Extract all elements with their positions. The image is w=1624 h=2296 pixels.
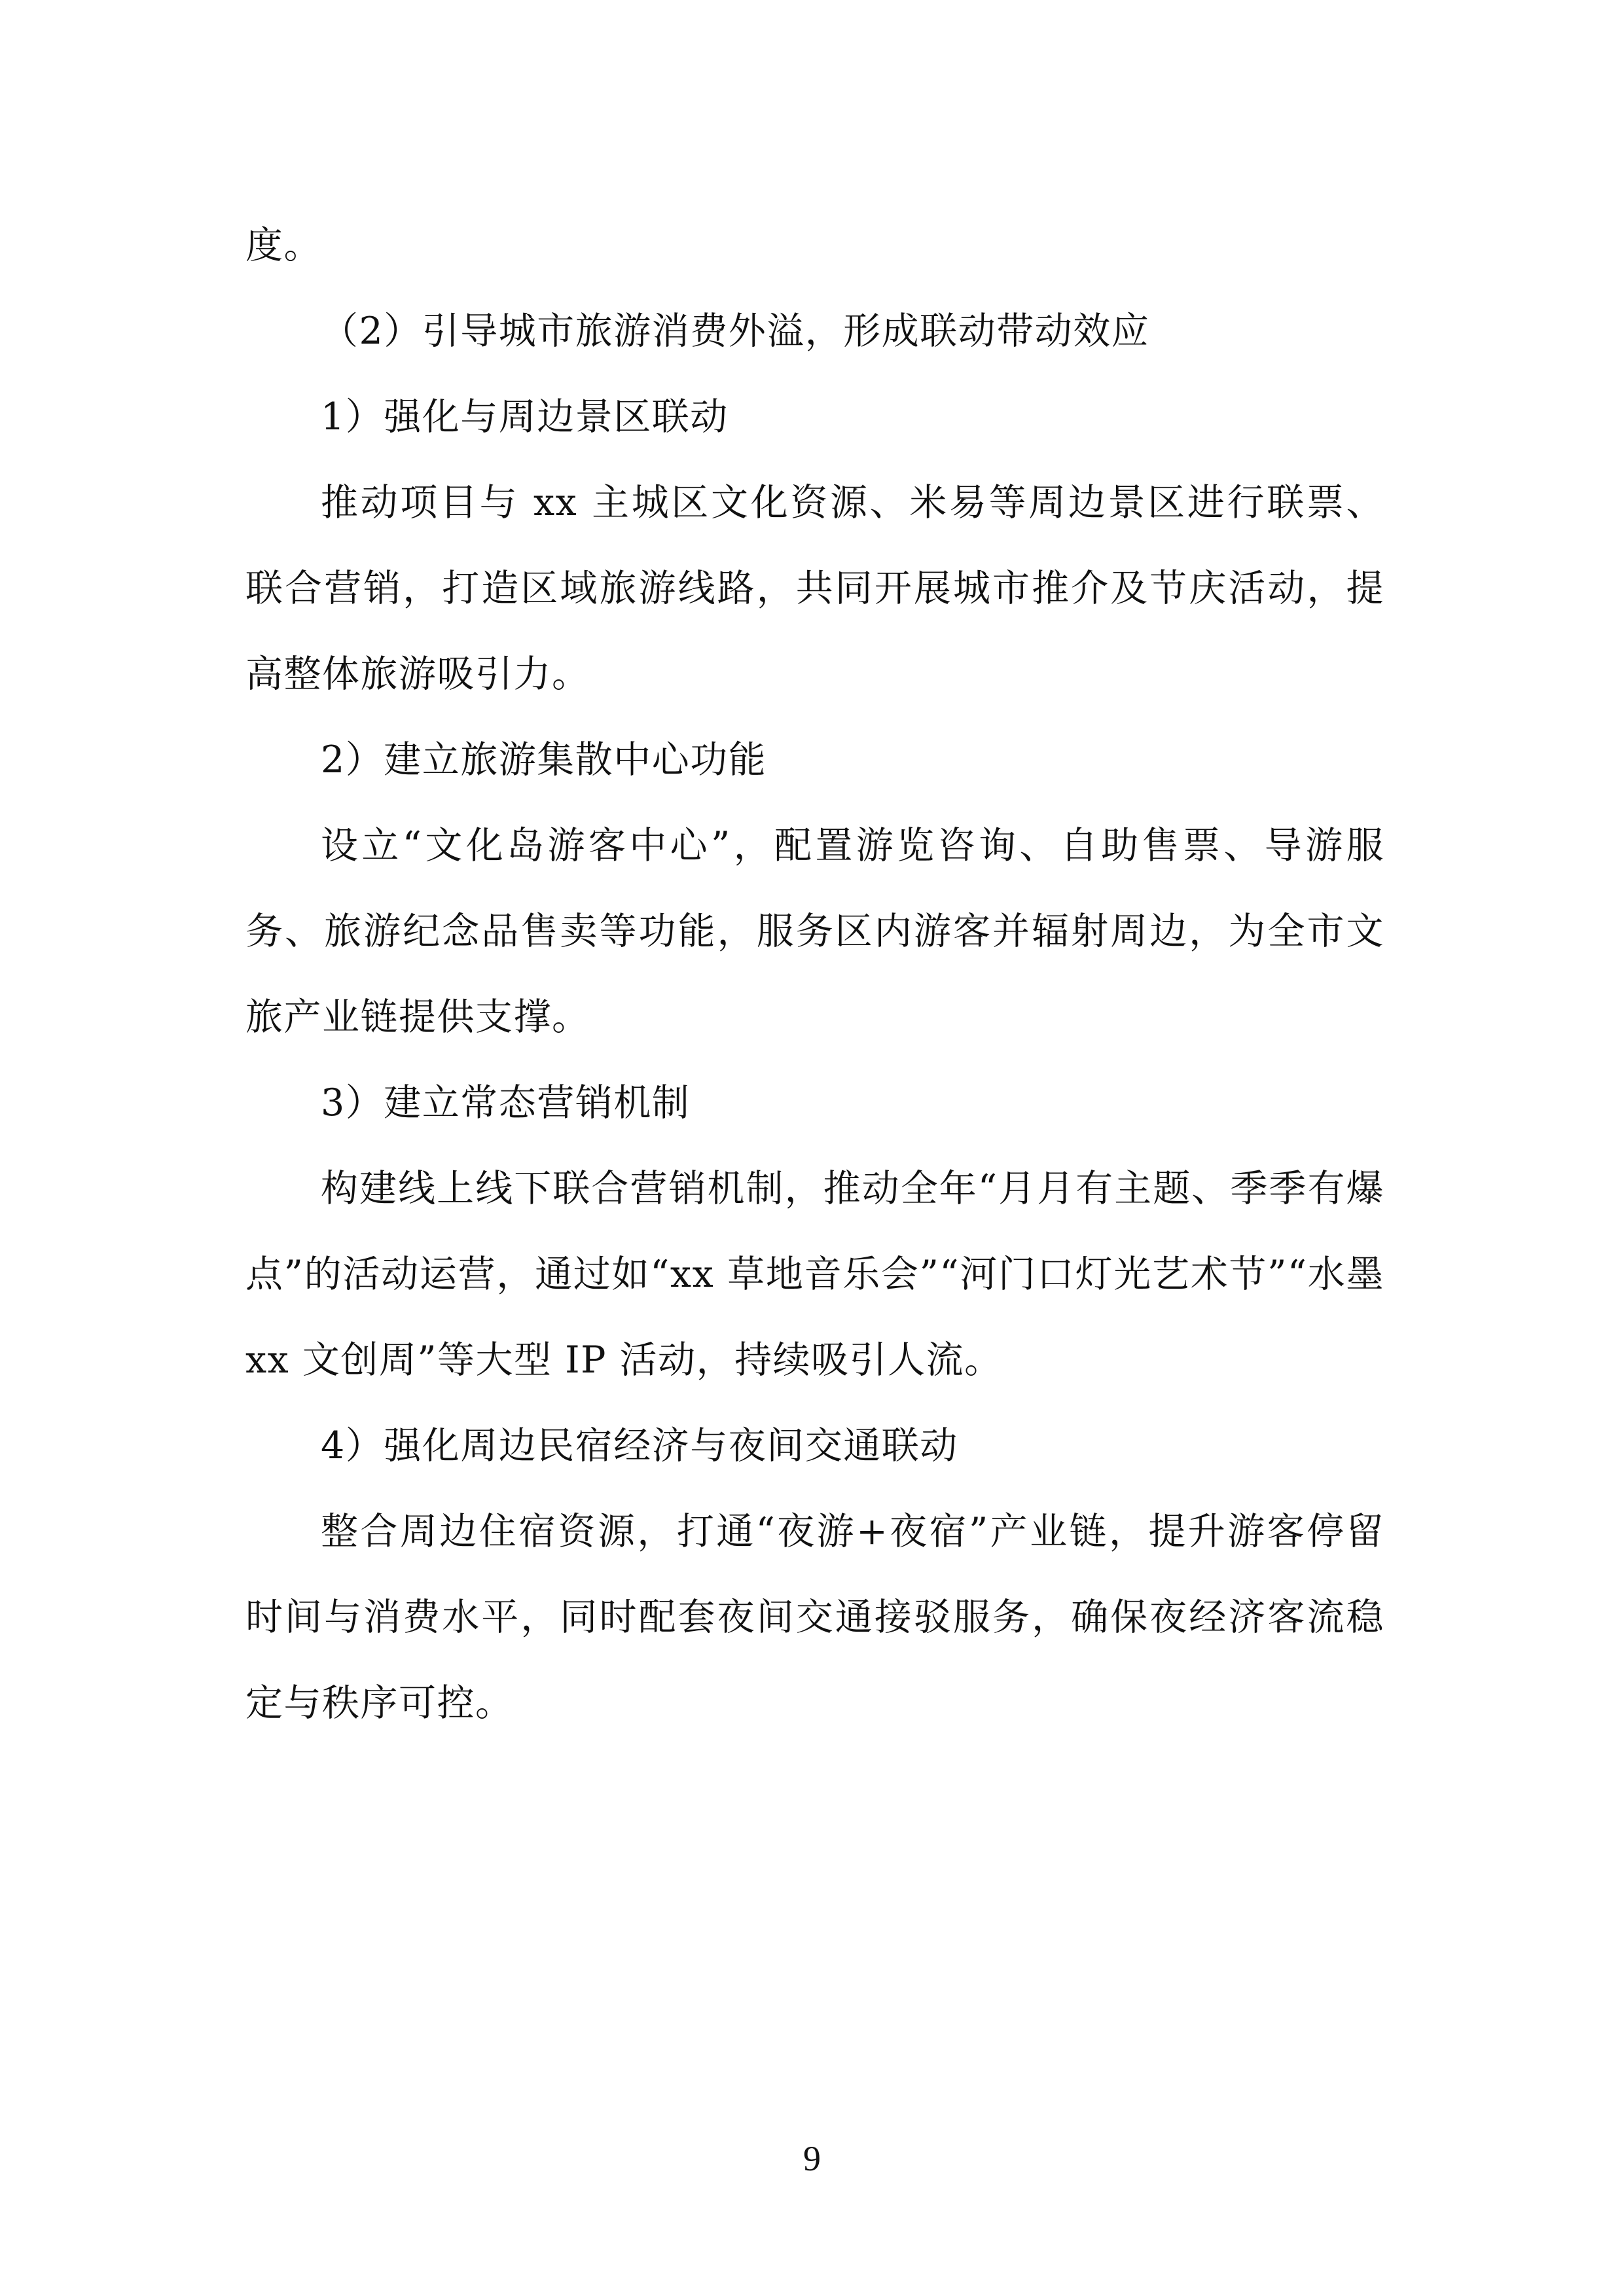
document-body: [245, 203, 1384, 1746]
body-paragraph: 设立“文化岛游客中心”，配置游览咨询、自助售票、导游服务、旅游纪念品售卖等功能，服务区内游客并辐射周边，为全市文旅产业链提供支撑。: [245, 824, 1384, 1039]
subheading-2: 2）建立旅游集散中心功能: [321, 738, 767, 781]
body-paragraph: 整合周边住宿资源，打通“夜游+夜宿”产业链，提升游客停留时间与消费水平，同时配套夜间交通接驳服务，确保夜经济客流稳定与秩序可控。: [245, 1510, 1384, 1725]
section-heading-2: （2）引导城市旅游消费外溢，形成联动带动效应: [321, 310, 1150, 353]
subheading-3: 3）建立常态营销机制: [321, 1081, 691, 1124]
body-paragraph: 推动项目与 xx 主城区文化资源、米易等周边景区进行联票、联合营销，打造区域旅游线路，共同开展城市推介及节庆活动，提高整体旅游吸引力。: [245, 481, 1384, 696]
subheading-4: 4）强化周边民宿经济与夜间交通联动: [321, 1424, 958, 1467]
body-paragraph: 构建线上线下联合营销机制，推动全年“月月有主题、季季有爆点”的活动运营，通过如“xx 草地音乐会”“河门口灯光艺术节”“水墨 xx 文创周”等大型 IP 活动，持续吸引人流。: [245, 1167, 1384, 1382]
page-number: 9: [803, 2139, 821, 2178]
subheading-1: 1）强化与周边景区联动: [321, 395, 729, 439]
paragraph-continuation: 度。: [245, 224, 322, 267]
